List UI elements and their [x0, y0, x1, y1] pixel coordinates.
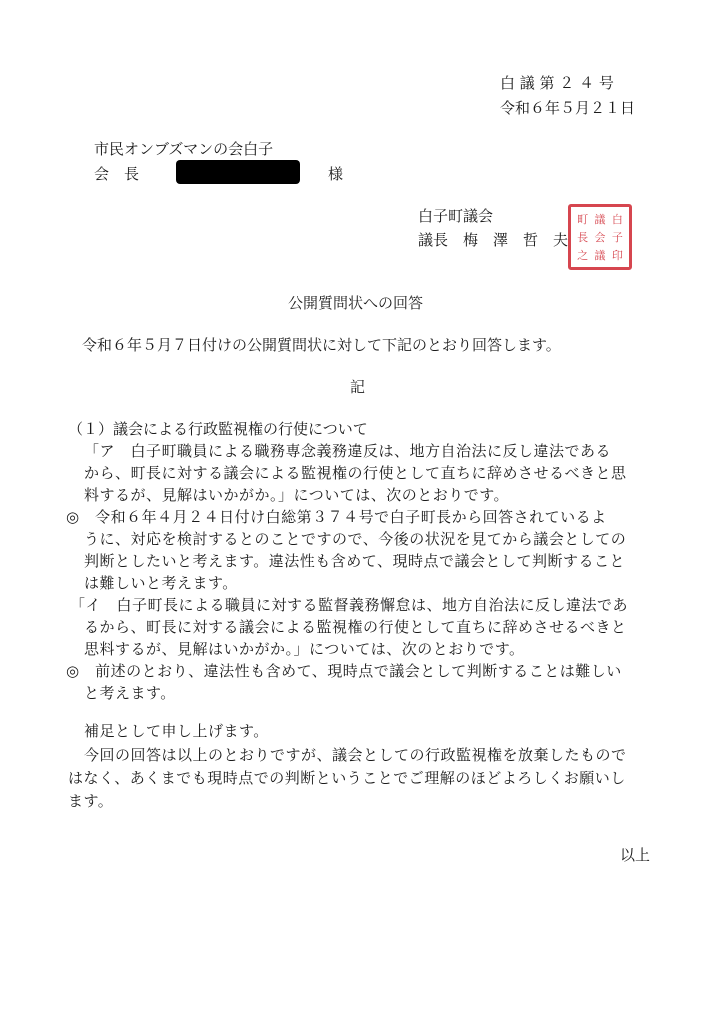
seal-char: 子: [611, 230, 623, 244]
recipient-org: 市民オンブズマンの会白子: [94, 140, 274, 158]
recipient-title: 会 長: [94, 165, 140, 183]
seal-char: 議: [594, 212, 606, 226]
answer-b-line: と考えます。: [84, 684, 176, 702]
redacted-name: [176, 160, 300, 184]
seal-char: 会: [594, 230, 606, 244]
official-seal: [568, 204, 632, 270]
seal-char: 長: [577, 230, 589, 244]
seal-char: 之: [577, 248, 589, 262]
recipient-honorific: 様: [328, 165, 344, 183]
section-heading: （１）議会による行政監視権の行使について: [68, 420, 368, 438]
supplement-line: はなく、あくまでも現時点での判断ということでご理解のほどよろしくお願いし: [68, 769, 626, 787]
answer-a-line: 判断としたいと考えます。違法性も含めて、現時点で議会として判断すること: [84, 552, 626, 570]
document-number: 白 議 第 ２ ４ 号: [500, 74, 614, 92]
question-b-line: 思料するが、見解はいかがか。」については、次のとおりです。: [84, 640, 525, 658]
question-b-line: 「イ 白子町長による職員に対する監督義務懈怠は、地方自治法に反し違法であ: [70, 596, 629, 614]
sender-name: 議長 梅 澤 哲 夫: [418, 231, 569, 249]
supplement-line: 今回の回答は以上のとおりですが、議会としての行政監視権を放棄したもので: [84, 746, 627, 764]
question-a-line: 料するが、見解はいかがか。」については、次のとおりです。: [84, 486, 510, 504]
seal-char: 議: [594, 248, 606, 262]
question-a-line: から、町長に対する議会による監視権の行使として直ちに辞めさせるべきと思: [84, 464, 627, 482]
intro-text: 令和６年５月７日付けの公開質問状に対して下記のとおり回答します。: [82, 336, 561, 354]
supplement-line: ます。: [68, 792, 114, 810]
subject-title: 公開質問状への回答: [288, 294, 424, 312]
seal-char: 町: [577, 212, 589, 226]
answer-a-line: は難しいと考えます。: [84, 574, 238, 592]
seal-char: 白: [611, 212, 623, 226]
answer-a-line: ◎ 令和６年４月２４日付け白総第３７４号で白子町長から回答されているよ: [66, 508, 607, 526]
question-b-line: るから、町長に対する議会による監視権の行使として直ちに辞めさせるべきと: [84, 618, 627, 636]
document-date: 令和６年５月２１日: [500, 99, 636, 117]
supplement-line: 補足として申し上げます。: [84, 722, 269, 740]
answer-b-line: ◎ 前述のとおり、違法性も含めて、現時点で議会として判断することは難しい: [66, 662, 622, 680]
sender-org: 白子町議会: [418, 207, 494, 225]
closing-text: 以上: [620, 846, 651, 864]
ki-heading: 記: [350, 378, 366, 396]
answer-a-line: うに、対応を検討するとのことですので、今後の状況を見てから議会としての: [84, 530, 627, 548]
seal-char: 印: [611, 248, 623, 262]
question-a-line: 「ア 白子町職員による職務専念義務違反は、地方自治法に反し違法である: [84, 442, 612, 460]
